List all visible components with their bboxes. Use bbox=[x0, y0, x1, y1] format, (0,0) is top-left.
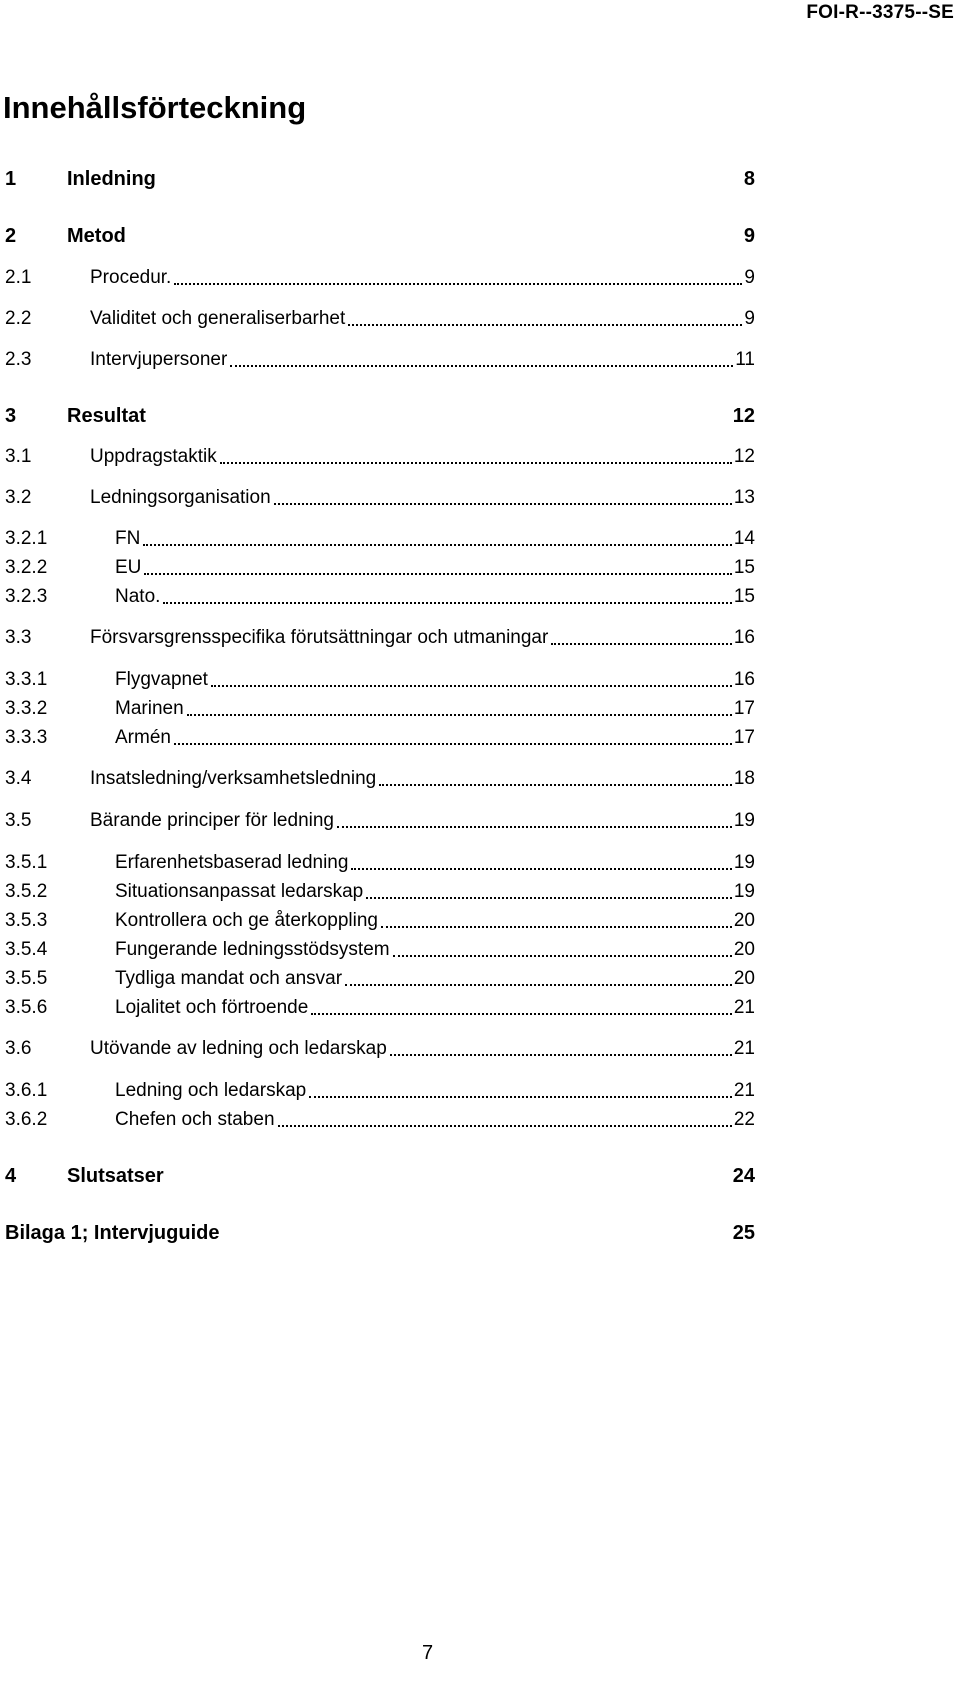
toc-leader-dots bbox=[393, 954, 732, 957]
toc-entry-number: 3.3.2 bbox=[5, 698, 48, 720]
toc-entry-title: Slutsatser bbox=[67, 1165, 164, 1187]
toc-entry-number: 3.5.1 bbox=[5, 852, 48, 874]
toc-entry-page: 20 bbox=[733, 939, 755, 961]
toc-leader-dots bbox=[381, 925, 732, 928]
toc-entry-number: 2.2 bbox=[5, 308, 32, 330]
toc-leader-dots bbox=[159, 185, 742, 186]
toc-entry-page: 14 bbox=[733, 528, 755, 550]
toc-leader-dots bbox=[348, 323, 742, 326]
toc-leader-dots bbox=[187, 713, 732, 716]
page-number: 7 bbox=[421, 1642, 434, 1664]
toc-entry-number: 3.6.2 bbox=[5, 1109, 48, 1131]
toc-entry[interactable] bbox=[5, 344, 755, 372]
toc-entry-number: 2.3 bbox=[5, 349, 32, 371]
toc-entry[interactable] bbox=[5, 220, 755, 248]
toc-leader-dots bbox=[167, 1182, 731, 1183]
toc-entry-title: Procedur. bbox=[90, 267, 172, 289]
toc-entry-number: 3.5 bbox=[5, 810, 32, 832]
toc-entry-number: 3.2.1 bbox=[5, 528, 48, 550]
toc-entry-title: Bärande principer för ledning bbox=[90, 810, 334, 832]
toc-entry-number: 3 bbox=[5, 405, 17, 427]
toc-entry-title: Chefen och staben bbox=[115, 1109, 275, 1131]
toc-leader-dots bbox=[222, 1239, 730, 1240]
toc-entry-page: 24 bbox=[732, 1165, 755, 1187]
toc-entry-title: Intervjupersoner bbox=[90, 349, 228, 371]
toc-entry-page: 12 bbox=[732, 405, 755, 427]
toc-entry-page: 11 bbox=[735, 349, 755, 371]
toc-leader-dots bbox=[220, 461, 732, 464]
toc-entry-title: Lojalitet och förtroende bbox=[115, 997, 309, 1019]
toc-entry-page: 15 bbox=[733, 557, 755, 579]
toc-leader-dots bbox=[174, 282, 742, 285]
toc-entry[interactable] bbox=[5, 1217, 755, 1245]
toc-entry[interactable] bbox=[5, 763, 755, 791]
toc-entry[interactable] bbox=[5, 934, 755, 962]
toc-entry-page: 20 bbox=[733, 968, 755, 990]
toc-leader-dots bbox=[311, 1012, 732, 1015]
toc-entry-page: 20 bbox=[733, 910, 755, 932]
toc-entry-page: 21 bbox=[733, 997, 755, 1019]
toc-entry-number: 3.6.1 bbox=[5, 1080, 48, 1102]
toc-entry-title: Flygvapnet bbox=[115, 669, 208, 691]
toc-entry[interactable] bbox=[5, 1160, 755, 1188]
toc-entry-title: Ledning och ledarskap bbox=[115, 1080, 307, 1102]
toc-entry-title: Resultat bbox=[67, 405, 146, 427]
toc-entry[interactable] bbox=[5, 523, 755, 551]
toc-leader-dots bbox=[551, 642, 732, 645]
page-title: Innehållsförteckning bbox=[3, 90, 307, 125]
toc-entry-title: FN bbox=[115, 528, 141, 550]
toc-entry-number: 2 bbox=[5, 225, 17, 247]
toc-entry-number: 3.3.1 bbox=[5, 669, 48, 691]
toc-entry-title: Inledning bbox=[67, 168, 156, 190]
toc-entry-page: 19 bbox=[733, 852, 755, 874]
toc-leader-dots bbox=[129, 242, 742, 243]
toc-entry[interactable] bbox=[5, 1075, 755, 1103]
toc-entry-title: Validitet och generaliserbarhet bbox=[90, 308, 346, 330]
toc-leader-dots bbox=[274, 502, 732, 505]
toc-entry-number: 4 bbox=[5, 1165, 17, 1187]
toc-leader-dots bbox=[390, 1053, 732, 1056]
toc-leader-dots bbox=[163, 601, 731, 604]
toc-entry-page: 25 bbox=[732, 1222, 755, 1244]
toc-entry[interactable] bbox=[5, 482, 755, 510]
toc-entry[interactable] bbox=[5, 693, 755, 721]
toc-leader-dots bbox=[230, 364, 733, 367]
toc-leader-dots bbox=[174, 742, 732, 745]
toc-entry[interactable] bbox=[5, 163, 755, 191]
toc-entry-page: 9 bbox=[743, 225, 755, 247]
toc-entry[interactable] bbox=[5, 876, 755, 904]
toc-entry-number: 3.3 bbox=[5, 627, 32, 649]
toc-entry[interactable] bbox=[5, 622, 755, 650]
toc-leader-dots bbox=[379, 783, 732, 786]
toc-leader-dots bbox=[366, 896, 732, 899]
toc-entry-page: 15 bbox=[733, 586, 755, 608]
toc-entry-number: 3.6 bbox=[5, 1038, 32, 1060]
toc-entry[interactable] bbox=[5, 441, 755, 469]
toc-entry[interactable] bbox=[5, 805, 755, 833]
toc-entry-title: Ledningsorganisation bbox=[90, 487, 271, 509]
toc-leader-dots bbox=[351, 867, 731, 870]
toc-entry-number: 3.3.3 bbox=[5, 727, 48, 749]
toc-leader-dots bbox=[309, 1095, 732, 1098]
toc-entry-page: 21 bbox=[733, 1080, 755, 1102]
report-id: FOI-R--3375--SE bbox=[806, 2, 954, 23]
toc-entry-number: 3.1 bbox=[5, 446, 32, 468]
toc-entry[interactable] bbox=[5, 722, 755, 750]
toc-entry-page: 17 bbox=[733, 698, 755, 720]
toc-entry-number: 3.5.2 bbox=[5, 881, 48, 903]
toc-leader-dots bbox=[144, 572, 731, 575]
toc-leader-dots bbox=[149, 422, 731, 423]
toc-leader-dots bbox=[345, 983, 732, 986]
toc-entry-number: 2.1 bbox=[5, 267, 32, 289]
toc-entry-title: Utövande av ledning och ledarskap bbox=[90, 1038, 387, 1060]
toc-entry[interactable] bbox=[5, 400, 755, 428]
toc-entry-page: 9 bbox=[744, 267, 755, 289]
toc-entry-page: 17 bbox=[733, 727, 755, 749]
toc-entry[interactable] bbox=[5, 1033, 755, 1061]
toc-entry-page: 13 bbox=[733, 487, 755, 509]
toc-entry-page: 16 bbox=[733, 627, 755, 649]
toc-entry[interactable] bbox=[5, 992, 755, 1020]
toc-entry-page: 19 bbox=[733, 881, 755, 903]
toc-entry-title: Marinen bbox=[115, 698, 184, 720]
toc-entry-title: Tydliga mandat och ansvar bbox=[115, 968, 343, 990]
toc-entry-title: Erfarenhetsbaserad ledning bbox=[115, 852, 349, 874]
toc-entry-page: 21 bbox=[733, 1038, 755, 1060]
toc-leader-dots bbox=[278, 1124, 732, 1127]
toc-entry-page: 8 bbox=[743, 168, 755, 190]
toc-entry-title: Nato. bbox=[115, 586, 161, 608]
toc-leader-dots bbox=[211, 684, 732, 687]
toc-entry-number: 3.5.5 bbox=[5, 968, 48, 990]
toc-entry[interactable] bbox=[5, 262, 755, 290]
toc-entry-page: 19 bbox=[733, 810, 755, 832]
toc-entry[interactable] bbox=[5, 303, 755, 331]
toc-entry-number: 3.4 bbox=[5, 768, 32, 790]
toc-entry[interactable] bbox=[5, 847, 755, 875]
toc-entry[interactable] bbox=[5, 963, 755, 991]
toc-entry-title: Kontrollera och ge återkoppling bbox=[115, 910, 379, 932]
toc-entry-page: 18 bbox=[733, 768, 755, 790]
toc-entry-title: Försvarsgrensspecifika förutsättningar och utmaningar bbox=[90, 627, 549, 649]
toc-entry-title: Insatsledning/verksamhetsledning bbox=[90, 768, 377, 790]
toc-entry[interactable] bbox=[5, 664, 755, 692]
toc-entry[interactable] bbox=[5, 905, 755, 933]
toc-entry-title: Armén bbox=[115, 727, 171, 749]
toc-entry-page: 22 bbox=[733, 1109, 755, 1131]
toc-entry[interactable] bbox=[5, 552, 755, 580]
toc-entry-title: Fungerande ledningsstödsystem bbox=[115, 939, 390, 961]
toc-entry-page: 9 bbox=[744, 308, 755, 330]
toc-entry-number: 3.2.3 bbox=[5, 586, 48, 608]
toc-entry-number: 3.2 bbox=[5, 487, 32, 509]
toc-entry[interactable] bbox=[5, 1104, 755, 1132]
toc-entry-page: 16 bbox=[733, 669, 755, 691]
toc-entry-number: 3.2.2 bbox=[5, 557, 48, 579]
toc-leader-dots bbox=[337, 825, 732, 828]
toc-entry-title: Uppdragstaktik bbox=[90, 446, 217, 468]
toc-entry-number: 3.5.4 bbox=[5, 939, 48, 961]
toc-entry[interactable] bbox=[5, 581, 755, 609]
toc-entry-title: Metod bbox=[67, 225, 126, 247]
toc-entry-number: Bilaga 1; Intervjuguide bbox=[5, 1222, 220, 1244]
toc-entry-number: 3.5.3 bbox=[5, 910, 48, 932]
toc-entry-page: 12 bbox=[733, 446, 755, 468]
toc-entry-number: 3.5.6 bbox=[5, 997, 48, 1019]
toc-entry-title: Situationsanpassat ledarskap bbox=[115, 881, 364, 903]
toc-entry-number: 1 bbox=[5, 168, 17, 190]
toc-leader-dots bbox=[143, 543, 732, 546]
toc-entry-title: EU bbox=[115, 557, 142, 579]
